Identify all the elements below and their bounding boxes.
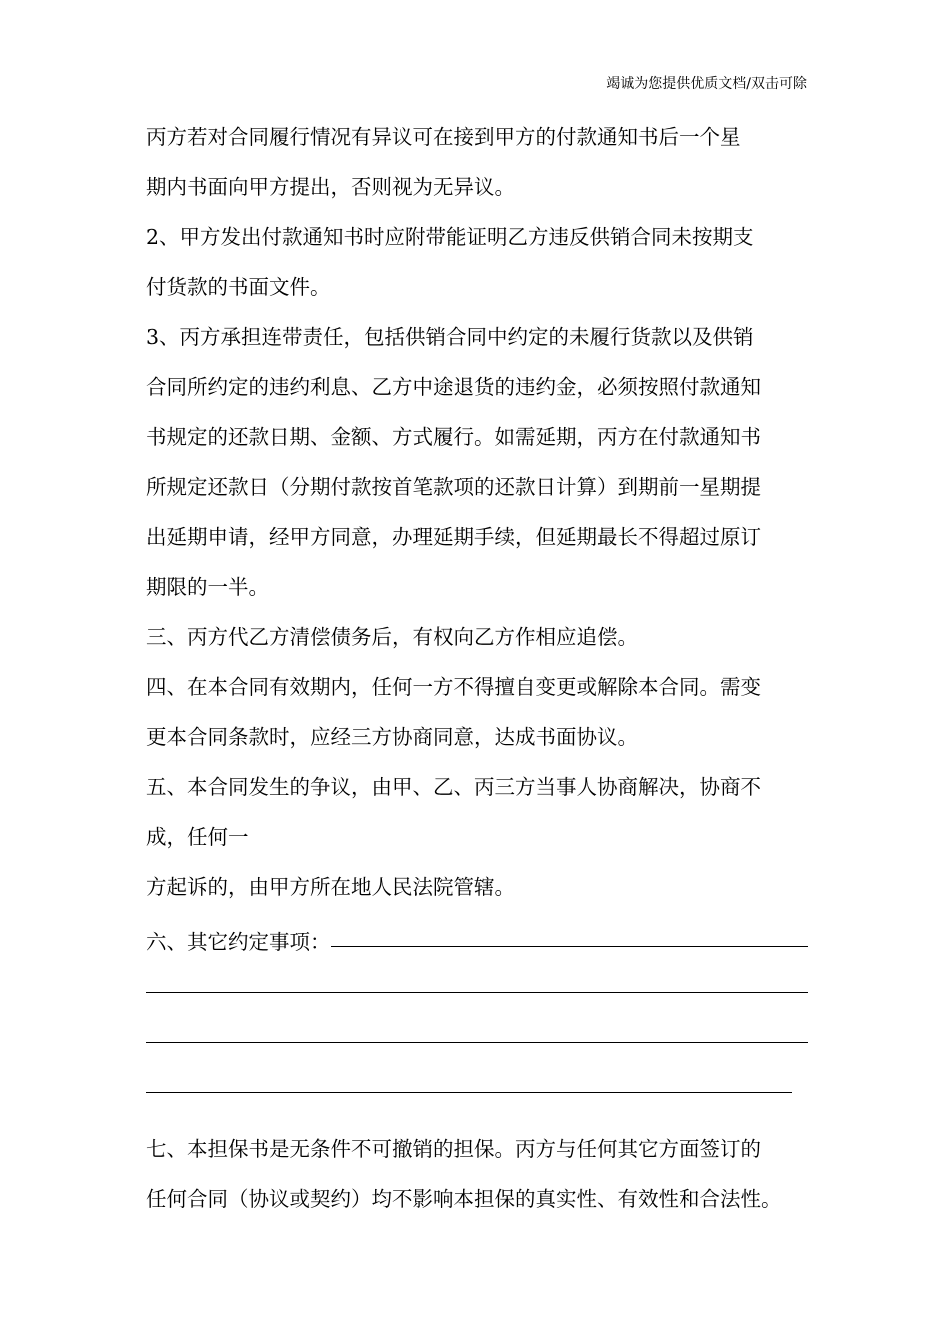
paragraph-line: 合同所约定的违约利息、乙方中途退货的违约金，必须按照付款通知 [146, 375, 761, 399]
blank-line-row [146, 1015, 808, 1065]
paragraph-line: 七、本担保书是无条件不可撤销的担保。丙方与任何其它方面签订的 [146, 1137, 761, 1161]
paragraph-line: 四、在本合同有效期内，任何一方不得擅自变更或解除本合同。需变 [146, 675, 761, 699]
fill-in-blank-line [146, 1042, 808, 1043]
paragraph-line: 所规定还款日（分期付款按首笔款项的还款日计算）到期前一星期提 [146, 475, 761, 499]
fill-in-blank-line [146, 1092, 792, 1093]
paragraph-line: 出延期申请，经甲方同意，办理延期手续，但延期最长不得超过原订 [146, 525, 761, 549]
paragraph-line: 书规定的还款日期、金额、方式履行。如需延期，丙方在付款通知书 [146, 425, 761, 449]
paragraph-line: 付货款的书面文件。 [146, 275, 331, 299]
paragraph-line: 五、本合同发生的争议，由甲、乙、丙三方当事人协商解决，协商不 [146, 775, 761, 799]
fill-in-blank-line [146, 992, 808, 993]
paragraph-line: 期限的一半。 [146, 575, 269, 599]
blank-line-row [146, 965, 808, 1015]
blank-line-row [146, 1065, 808, 1115]
fill-in-blank-line [331, 946, 809, 947]
document-body [146, 115, 808, 1227]
page-header: 竭诚为您提供优质文档/双击可除 [606, 76, 807, 92]
paragraph-line: 任何合同（协议或契约）均不影响本担保的真实性、有效性和合法性。 [146, 1187, 782, 1211]
paragraph-line: 2、甲方发出付款通知书时应附带能证明乙方违反供销合同未按期支 [146, 225, 754, 249]
other-items-row [146, 915, 808, 965]
paragraph-line: 期内书面向甲方提出，否则视为无异议。 [146, 175, 515, 199]
paragraph-line: 方起诉的，由甲方所在地人民法院管辖。 [146, 875, 515, 899]
other-items-label: 六、其它约定事项： [146, 930, 331, 954]
paragraph-line: 丙方若对合同履行情况有异议可在接到甲方的付款通知书后一个星 [146, 125, 741, 149]
paragraph-line: 3、丙方承担连带责任，包括供销合同中约定的未履行货款以及供销 [146, 325, 754, 349]
paragraph-line: 更本合同条款时，应经三方协商同意，达成书面协议。 [146, 725, 638, 749]
paragraph-line: 三、丙方代乙方清偿债务后，有权向乙方作相应追偿。 [146, 625, 638, 649]
paragraph-line: 成，任何一 [146, 825, 249, 849]
